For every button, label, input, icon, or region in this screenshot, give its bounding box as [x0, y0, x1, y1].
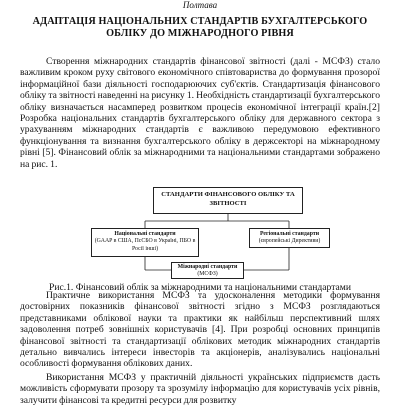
diagram-box-international	[171, 262, 244, 279]
paragraph-intro: Створення міжнародних стандартів фінансової звітності (далі - МСФЗ) стало важливим кроком руху світового економічного співтовариства до формування прозорої інформаційної бази діяльності господарюючих суб'єктів. Стандартизація фінансового обліку та звітності наведенні на рисунку 1. Необхідність стандартизації бухгалтерського обліку визначається насамперед розвитком процесів економічної інтеграції країн.[2] Розробка національних стандартів бухгалтерського обліку для державного сектора з урахуванням міжнародних стандартів є важливою передумовою ефективного функціонування та визнання бухгалтерського обліку в держсекторі на міжнародному рівні [5]. Фінансовий облік за міжнародними та національними стандартами зображено на рис. 1.	[20, 56, 380, 170]
diagram-box-national	[91, 228, 199, 257]
diagram-box-regional	[249, 228, 330, 248]
diagram-box-regional-title: Регіональні стандарти	[259, 231, 320, 237]
diagram-box-national-text: (GAAP в США, ПсСБО в Україні, ПБО в Росії інші)	[94, 238, 196, 252]
paragraph-practice: Практичне використання МСФЗ та удосконалення методики формування достовірних показників фінансової звітності згідно з МСФЗ розглядаються представниками облікової науки та практики як найбільш перспективний шлях задоволення потреб зовнішніх користувачів [4]. При розробці основних принципів фінансової звітності та стандартизації облікових методик міжнародних стандартів детально вивчались інтереси інвесторів та акціонерів, аналізувались національні особливості формування облікових даних.	[20, 290, 380, 370]
diagram-box-national-title: Національні стандарти	[114, 231, 176, 237]
diagram-box-standards-label: СТАНДАРТИ ФІНАНСОВОГО ОБЛІКУ ТА ЗВІТНОСТІ	[161, 191, 295, 207]
running-header: Полтава	[182, 0, 218, 10]
diagram-box-regional-text: (європейські Директиви)	[258, 238, 321, 245]
paragraph-usage: Використання МСФЗ у практичній діяльності українських підприємств дасть можливість сформувати прозору та зрозумілу інформацію для користувачів усіх рівнів, залучити фінансові та кредитні ресурси для розвитку	[20, 372, 380, 406]
diagram-box-standards	[153, 187, 303, 214]
figure-caption: Рис.1. Фінансовий облік за міжнародними та національними стандартами	[49, 282, 351, 293]
diagram-box-international-title: Міжнародні стандарти	[177, 264, 238, 270]
diagram-box-international-text: (МСФЗ)	[197, 271, 218, 278]
article-title: АДАПТАЦІЯ НАЦІОНАЛЬНИХ СТАНДАРТІВ БУХГАЛТЕРСЬКОГО ОБЛІКУ ДО МІЖНАРОДНОГО РІВНЯ	[32, 16, 368, 39]
